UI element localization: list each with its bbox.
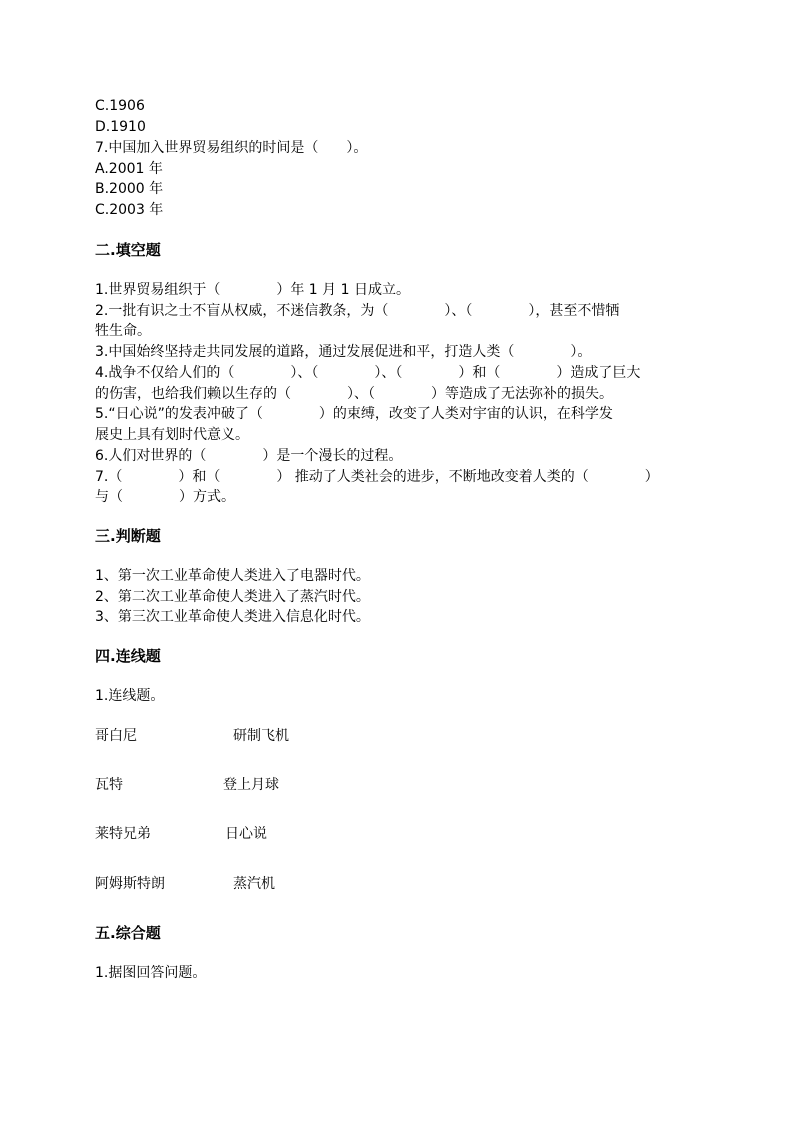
- match-right-airplane: 研制飞机: [233, 728, 289, 744]
- fill-question-2: 2.一批有识之士不盲从权威，不迷信教条，为（ ）、（ ），甚至不惜牺: [95, 303, 620, 319]
- match-right-heliocentrism: 日心说: [225, 826, 267, 842]
- option-b-2000: B.2000 年: [95, 181, 164, 197]
- option-c-1906: C.1906: [95, 98, 145, 114]
- option-d-1910: D.1910: [95, 119, 146, 135]
- match-right-moon-landing: 登上月球: [223, 777, 279, 793]
- section-heading-fill-blank: 二.填空题: [95, 241, 161, 259]
- match-left-watt: 瓦特: [95, 777, 123, 793]
- fill-question-5: 5.“日心说”的发表冲破了（ ）的束缚，改变了人类对宇宙的认识，在科学发: [95, 406, 613, 422]
- match-left-wright-brothers: 莱特兄弟: [95, 826, 151, 842]
- option-a-2001: A.2001 年: [95, 161, 163, 177]
- fill-question-3: 3.中国始终坚持走共同发展的道路，通过发展促进和平，打造人类（ ）。: [95, 344, 592, 360]
- section-heading-comprehensive: 五.综合题: [95, 924, 161, 942]
- section-heading-matching: 四.连线题: [95, 647, 161, 665]
- fill-question-5-cont: 展史上具有划时代意义。: [95, 427, 249, 443]
- fill-question-7: 7.（ ）和（ ） 推动了人类社会的进步，不断地改变着人类的（ ）: [95, 469, 659, 485]
- judge-question-3: 3、第三次工业革命使人类进入信息化时代。: [95, 609, 370, 625]
- fill-question-6: 6.人们对世界的（ ）是一个漫长的过程。: [95, 448, 403, 464]
- question-7-wto-join: 7.中国加入世界贸易组织的时间是（ ）。: [95, 140, 368, 156]
- comprehensive-question-1: 1.据图回答问题。: [95, 965, 207, 981]
- match-left-copernicus: 哥白尼: [95, 728, 137, 744]
- match-left-armstrong: 阿姆斯特朗: [95, 876, 165, 892]
- fill-question-4: 4.战争不仅给人们的（ ）、（ ）、（ ）和（ ）造成了巨大: [95, 365, 641, 381]
- matching-question-1: 1.连线题。: [95, 688, 165, 704]
- option-c-2003: C.2003 年: [95, 202, 164, 218]
- fill-question-4-cont: 的伤害，也给我们赖以生存的（ ）、（ ）等造成了无法弥补的损失。: [95, 386, 613, 402]
- fill-question-7-cont: 与（ ）方式。: [95, 489, 235, 505]
- section-heading-true-false: 三.判断题: [95, 527, 161, 545]
- judge-question-1: 1、第一次工业革命使人类进入了电器时代。: [95, 568, 370, 584]
- match-right-steam-engine: 蒸汽机: [233, 876, 275, 892]
- fill-question-2-cont: 牲生命。: [95, 323, 151, 339]
- judge-question-2: 2、第二次工业革命使人类进入了蒸汽时代。: [95, 589, 370, 605]
- fill-question-1: 1.世界贸易组织于（ ）年 1 月 1 日成立。: [95, 282, 410, 298]
